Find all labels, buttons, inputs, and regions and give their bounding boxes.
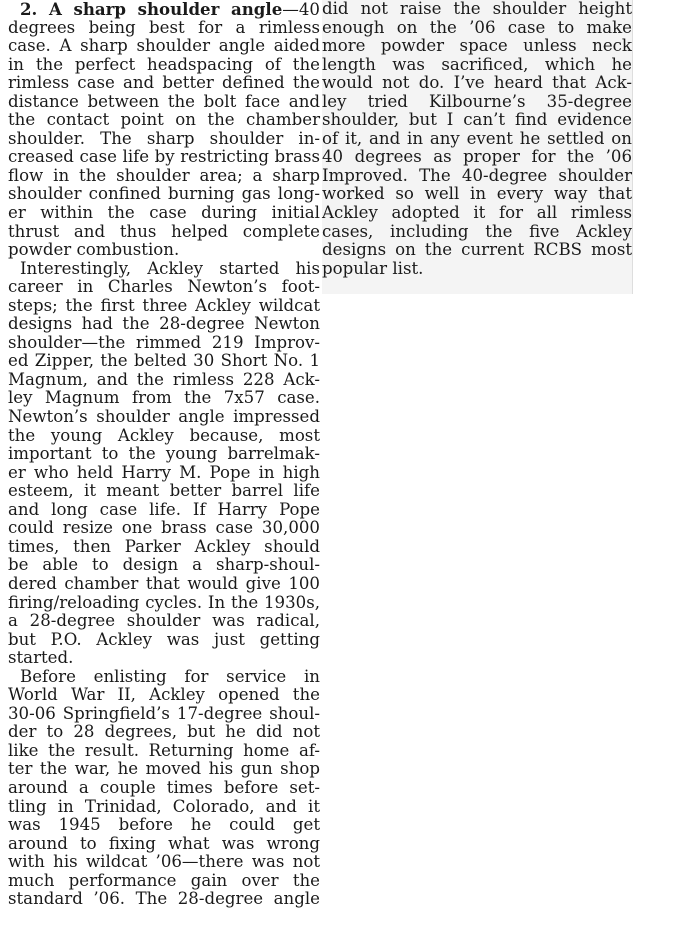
text-line: er who held Harry M. Pope in high (8, 462, 320, 482)
text-line: ley Magnum from the 7x57 case. (8, 388, 320, 408)
text-line: dered chamber that would give 100 (8, 573, 320, 593)
text-line: could resize one brass case 30,000 (8, 518, 320, 538)
text-line: did not raise the shoulder height (322, 0, 632, 18)
text-line: Newton’s shoulder angle impressed (8, 407, 320, 427)
text-line: but P.O. Ackley was just getting (8, 629, 320, 649)
text-line: firing/reloading cycles. In the 1930s, (8, 592, 320, 612)
section-heading: 2. A sharp shoulder angle (20, 0, 283, 19)
text-line: a 28-degree shoulder was radical, (8, 611, 320, 631)
text-line: important to the young barrelmak- (8, 444, 320, 464)
text-line: around a couple times before set- (8, 777, 320, 797)
text-line: length was sacrificed, which he (322, 54, 632, 74)
text-line: esteem, it meant better barrel life (8, 481, 320, 501)
text-line: case. A sharp shoulder angle aided (8, 36, 320, 56)
text-line: cases, including the five Ackley (322, 221, 632, 241)
text-line: rimless case and better defined the (8, 73, 320, 93)
lead-line (8, 0, 320, 19)
left-column (8, 0, 320, 942)
lead-text: —40 (282, 0, 320, 19)
text-line: the contact point on the chamber (8, 110, 320, 130)
text-line: shoulder confined burning gas long- (8, 184, 320, 204)
text-line: Magnum, and the rimless 228 Ack- (8, 369, 320, 389)
text-line: flow in the shoulder area; a sharp (8, 165, 320, 185)
text-line: designs on the current RCBS most (322, 240, 632, 260)
text-line: career in Charles Newton’s foot- (8, 277, 320, 297)
text-line: enough on the ’06 case to make (322, 17, 632, 37)
text-line: Ackley adopted it for all rimless (322, 203, 632, 223)
text-line: around to fixing what was wrong (8, 833, 320, 853)
text-line: shoulder. The sharp shoulder in- (8, 128, 320, 148)
text-line: ley tried Kilbourne’s 35-degree (322, 91, 632, 111)
text-line: would not do. I’ve heard that Ack- (322, 73, 632, 93)
paragraph-start: Interestingly, Ackley started his (20, 258, 320, 278)
text-line: thrust and thus helped complete (8, 221, 320, 241)
text-line: degrees being best for a rimless (8, 17, 320, 37)
column-edge-rule (632, 0, 633, 294)
text-line: the young Ackley because, most (8, 425, 320, 445)
text-line: be able to design a sharp-shoul- (8, 555, 320, 575)
text-line: 30-06 Springfield’s 17-degree shoul- (8, 703, 320, 723)
text-line: with his wildcat ’06—there was not (8, 852, 320, 872)
text-line: like the result. Returning home af- (8, 740, 320, 760)
text-line: more powder space unless neck (322, 36, 632, 56)
text-line: der to 28 degrees, but he did not (8, 722, 320, 742)
text-line: and long case life. If Harry Pope (8, 499, 320, 519)
text-line: creased case life by restricting brass (8, 147, 320, 167)
text-line: much performance gain over the (8, 870, 320, 890)
text-line: Improved. The 40-degree shoulder (322, 165, 632, 185)
text-line: distance between the bolt face and (8, 91, 320, 111)
text-line: er within the case during initial (8, 203, 320, 223)
text-line: 40 degrees as proper for the ’06 (322, 147, 632, 167)
paragraph-start: Before enlisting for service in (20, 666, 320, 686)
text-line: shoulder, but I can’t find evidence (322, 110, 632, 130)
text-line: ter the war, he moved his gun shop (8, 759, 320, 779)
text-line: times, then Parker Ackley should (8, 536, 320, 556)
text-line: was 1945 before he could get (8, 815, 320, 835)
text-line: shoulder—the rimmed 219 Improv- (8, 332, 320, 352)
text-line: steps; the first three Ackley wildcat (8, 295, 320, 315)
text-line: standard ’06. The 28-degree angle (8, 889, 320, 909)
text-line: designs had the 28-degree Newton (8, 314, 320, 334)
right-column (322, 0, 632, 294)
text-line: in the perfect headspacing of the (8, 54, 320, 74)
text-line: ed Zipper, the belted 30 Short No. 1 (8, 351, 320, 371)
text-line: worked so well in every way that (322, 184, 632, 204)
text-line: popular list. (322, 258, 424, 278)
text-line: tling in Trinidad, Colorado, and it (8, 796, 320, 816)
text-line: of it, and in any event he settled on (322, 128, 632, 148)
text-line: World War II, Ackley opened the (8, 685, 320, 705)
text-line: powder combustion. (8, 240, 180, 260)
text-line: started. (8, 648, 74, 668)
